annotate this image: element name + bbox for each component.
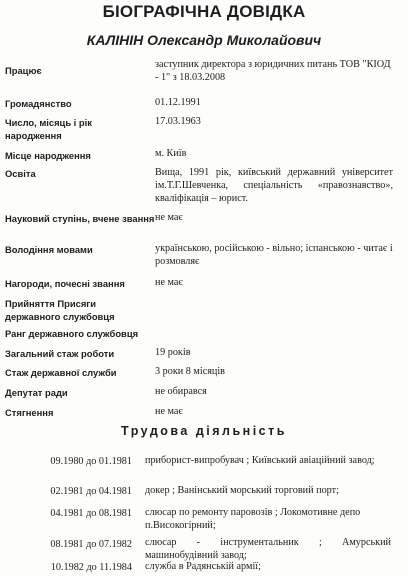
work-period: 04.1981 до 08.1981 <box>50 508 132 519</box>
field-label-employment: Працює <box>5 65 42 76</box>
work-period: 10.1982 до 11.1984 <box>50 562 132 573</box>
field-value-total-experience: 19 років <box>155 347 191 358</box>
field-value-birth-date: 17.03.1963 <box>155 116 201 127</box>
person-name: КАЛІНІН Олександр Миколайович <box>86 32 322 48</box>
field-label-oath: Прийняття Присяги державного службовця <box>5 298 115 322</box>
field-label-birth-place: Місце народження <box>5 150 91 161</box>
field-label-civil-service-experience: Стаж державної служби <box>5 367 117 378</box>
field-label-awards: Нагороди, почесні звання <box>5 278 125 289</box>
work-description: слюсар по ремонту паровозів ; Локомотивне депо п.Високогірний; <box>145 507 361 531</box>
field-label-citizenship: Громадянство <box>5 98 72 109</box>
field-value-employment: заступник директора з юридичних питань ТОВ "КІОД - 1" з 18.03.2008 <box>155 59 391 83</box>
work-description: служба в Радянській армії; <box>145 561 261 572</box>
field-value-birth-place: м. Київ <box>155 148 187 159</box>
field-label-languages: Володіння мовами <box>5 244 93 255</box>
work-period: 08.1981 до 07.1982 <box>50 539 132 550</box>
field-value-education: Вища, 1991 рік, київський державний університет ім.Т.Г.Шевченка, спеціальність «правознавство», кваліфікація – юрист. <box>155 167 393 204</box>
field-value-awards: не має <box>155 277 183 288</box>
field-label-civil-service-rank: Ранг державного службовця <box>5 328 139 339</box>
field-label-total-experience: Загальний стаж роботи <box>5 348 115 359</box>
field-label-penalties: Стягнення <box>5 407 54 418</box>
field-value-citizenship: 01.12.1991 <box>155 97 201 108</box>
work-description: слюсар - інструментальник ; Амурський машинобудівний завод; <box>145 537 391 561</box>
field-value-council-deputy: не обирався <box>155 386 207 397</box>
field-label-academic-degree: Науковий ступінь, вчене звання <box>5 213 155 224</box>
document-title: БІОГРАФІЧНА ДОВІДКА <box>102 2 306 21</box>
field-label-council-deputy: Депутат ради <box>5 387 68 398</box>
work-description: приборист-випробувач ; Київський авіаційний завод; <box>145 455 375 466</box>
field-value-languages: українською, російською - вільно; іспанською - читає і розмовляє <box>155 243 393 267</box>
work-period: 02.1981 до 04.1981 <box>50 486 132 497</box>
work-description: докер ; Ванінський морський торговий порт; <box>145 485 339 496</box>
field-label-education: Освіта <box>5 168 36 179</box>
field-value-academic-degree: не має <box>155 212 183 223</box>
field-value-penalties: не має <box>155 406 183 417</box>
field-label-birth-date: Число, місяць і рік народження <box>5 117 92 141</box>
field-value-civil-service-experience: 3 роки 8 місяців <box>155 366 225 377</box>
work-period: 09.1980 до 01.1981 <box>50 456 132 467</box>
work-history-title: Трудова діяльність <box>121 424 287 438</box>
